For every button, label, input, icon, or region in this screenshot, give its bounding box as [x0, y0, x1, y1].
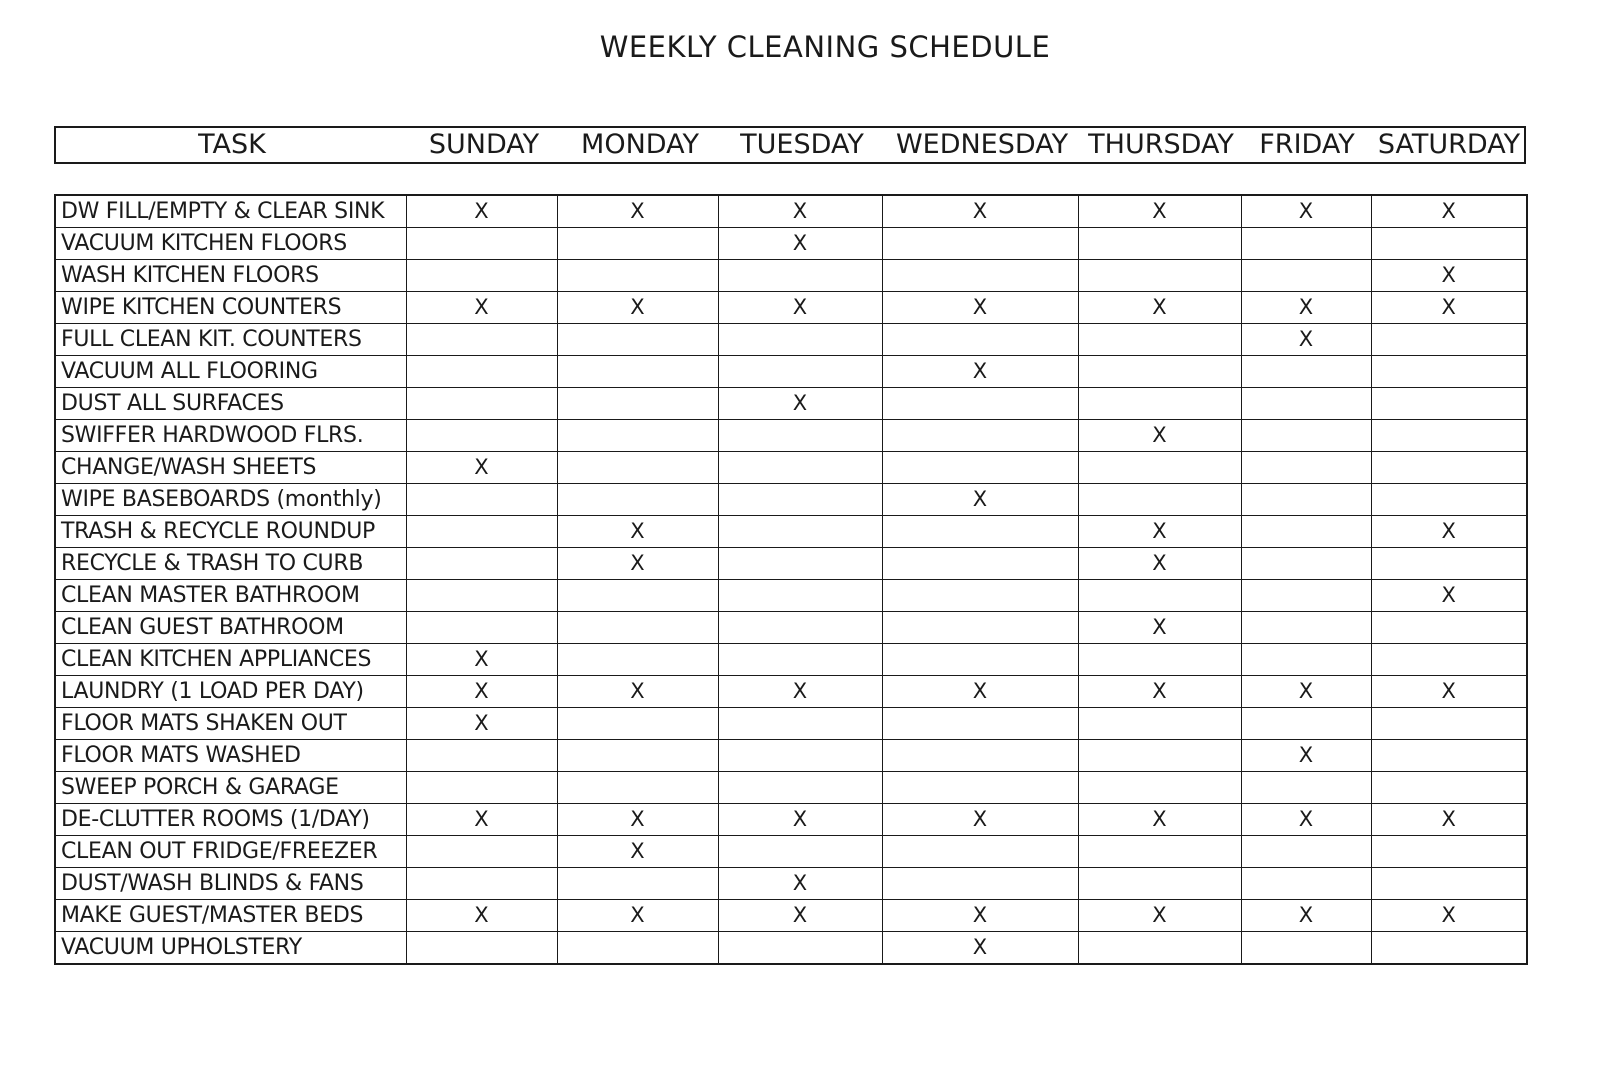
check-cell-monday: [557, 932, 718, 965]
check-cell-monday: [557, 388, 718, 420]
check-cell-wednesday: [882, 260, 1078, 292]
table-row: [55, 868, 1527, 900]
table-row: [55, 612, 1527, 644]
check-cell-sunday: X: [406, 708, 557, 740]
check-cell-saturday: [1371, 420, 1527, 452]
check-cell-tuesday: [718, 836, 882, 868]
column-header-task: TASK: [198, 129, 266, 160]
check-cell-friday: [1241, 452, 1371, 484]
table-row: [55, 324, 1527, 356]
check-cell-thursday: [1078, 228, 1241, 260]
check-cell-thursday: [1078, 356, 1241, 388]
check-cell-friday: X: [1241, 740, 1371, 772]
check-cell-thursday: X: [1078, 292, 1241, 324]
check-cell-saturday: [1371, 452, 1527, 484]
task-name-cell: FULL CLEAN KIT. COUNTERS: [55, 324, 406, 356]
check-cell-monday: [557, 868, 718, 900]
check-cell-thursday: [1078, 388, 1241, 420]
check-cell-sunday: [406, 484, 557, 516]
check-cell-monday: X: [557, 548, 718, 580]
task-name-cell: LAUNDRY (1 LOAD PER DAY): [55, 676, 406, 708]
check-cell-monday: X: [557, 292, 718, 324]
table-row: [55, 548, 1527, 580]
table-row: [55, 452, 1527, 484]
check-cell-friday: [1241, 580, 1371, 612]
check-cell-wednesday: X: [882, 356, 1078, 388]
check-cell-wednesday: [882, 836, 1078, 868]
check-cell-sunday: [406, 868, 557, 900]
check-cell-tuesday: X: [718, 228, 882, 260]
table-row: [55, 932, 1527, 965]
check-cell-monday: X: [557, 195, 718, 228]
check-cell-saturday: [1371, 868, 1527, 900]
check-cell-friday: [1241, 228, 1371, 260]
check-cell-sunday: [406, 228, 557, 260]
check-cell-tuesday: [718, 548, 882, 580]
check-cell-sunday: [406, 388, 557, 420]
check-cell-friday: [1241, 644, 1371, 676]
check-cell-wednesday: [882, 612, 1078, 644]
page-title: WEEKLY CLEANING SCHEDULE: [599, 30, 1051, 64]
check-cell-saturday: X: [1371, 260, 1527, 292]
check-cell-wednesday: X: [882, 900, 1078, 932]
check-cell-tuesday: [718, 484, 882, 516]
task-name-cell: CHANGE/WASH SHEETS: [55, 452, 406, 484]
check-cell-thursday: [1078, 484, 1241, 516]
check-cell-sunday: [406, 548, 557, 580]
check-cell-saturday: [1371, 836, 1527, 868]
check-cell-saturday: [1371, 772, 1527, 804]
check-cell-tuesday: [718, 740, 882, 772]
check-cell-friday: [1241, 868, 1371, 900]
task-name-cell: CLEAN KITCHEN APPLIANCES: [55, 644, 406, 676]
check-cell-sunday: X: [406, 452, 557, 484]
check-cell-friday: [1241, 932, 1371, 965]
check-cell-wednesday: [882, 708, 1078, 740]
check-cell-saturday: [1371, 356, 1527, 388]
task-name-cell: CLEAN MASTER BATHROOM: [55, 580, 406, 612]
check-cell-wednesday: X: [882, 804, 1078, 836]
check-cell-wednesday: X: [882, 195, 1078, 228]
task-name-cell: RECYCLE & TRASH TO CURB: [55, 548, 406, 580]
check-cell-monday: [557, 260, 718, 292]
check-cell-wednesday: [882, 324, 1078, 356]
task-name-cell: WIPE BASEBOARDS (monthly): [55, 484, 406, 516]
check-cell-saturday: [1371, 548, 1527, 580]
task-name-cell: FLOOR MATS SHAKEN OUT: [55, 708, 406, 740]
task-name-cell: SWIFFER HARDWOOD FLRS.: [55, 420, 406, 452]
table-row: [55, 195, 1527, 228]
check-cell-wednesday: [882, 548, 1078, 580]
check-cell-tuesday: [718, 356, 882, 388]
check-cell-wednesday: [882, 740, 1078, 772]
check-cell-monday: [557, 708, 718, 740]
check-cell-tuesday: X: [718, 676, 882, 708]
column-header-bar: [54, 126, 1526, 164]
check-cell-friday: X: [1241, 900, 1371, 932]
check-cell-tuesday: [718, 708, 882, 740]
check-cell-thursday: [1078, 740, 1241, 772]
check-cell-sunday: X: [406, 292, 557, 324]
check-cell-saturday: [1371, 388, 1527, 420]
column-header-sunday: SUNDAY: [428, 129, 540, 160]
check-cell-sunday: [406, 260, 557, 292]
check-cell-sunday: [406, 324, 557, 356]
check-cell-sunday: [406, 580, 557, 612]
task-name-cell: CLEAN OUT FRIDGE/FREEZER: [55, 836, 406, 868]
table-row: [55, 356, 1527, 388]
schedule-table: [54, 194, 1528, 965]
check-cell-tuesday: [718, 612, 882, 644]
column-header-tuesday: TUESDAY: [740, 129, 864, 160]
check-cell-friday: [1241, 708, 1371, 740]
table-row: [55, 260, 1527, 292]
task-name-cell: WIPE KITCHEN COUNTERS: [55, 292, 406, 324]
task-name-cell: WASH KITCHEN FLOORS: [55, 260, 406, 292]
check-cell-thursday: [1078, 772, 1241, 804]
check-cell-monday: [557, 228, 718, 260]
table-row: [55, 388, 1527, 420]
check-cell-monday: [557, 324, 718, 356]
check-cell-sunday: X: [406, 195, 557, 228]
check-cell-tuesday: X: [718, 195, 882, 228]
check-cell-saturday: [1371, 324, 1527, 356]
task-name-cell: SWEEP PORCH & GARAGE: [55, 772, 406, 804]
table-row: [55, 740, 1527, 772]
check-cell-sunday: [406, 836, 557, 868]
check-cell-wednesday: X: [882, 484, 1078, 516]
task-name-cell: DUST/WASH BLINDS & FANS: [55, 868, 406, 900]
check-cell-wednesday: [882, 388, 1078, 420]
check-cell-monday: [557, 612, 718, 644]
check-cell-friday: [1241, 836, 1371, 868]
check-cell-saturday: X: [1371, 900, 1527, 932]
task-name-cell: CLEAN GUEST BATHROOM: [55, 612, 406, 644]
check-cell-monday: [557, 772, 718, 804]
check-cell-thursday: [1078, 644, 1241, 676]
check-cell-wednesday: [882, 644, 1078, 676]
task-name-cell: DE-CLUTTER ROOMS (1/DAY): [55, 804, 406, 836]
check-cell-monday: X: [557, 900, 718, 932]
check-cell-thursday: [1078, 708, 1241, 740]
check-cell-sunday: X: [406, 900, 557, 932]
check-cell-wednesday: [882, 228, 1078, 260]
check-cell-monday: X: [557, 804, 718, 836]
check-cell-thursday: [1078, 836, 1241, 868]
check-cell-thursday: [1078, 260, 1241, 292]
check-cell-sunday: [406, 356, 557, 388]
check-cell-saturday: X: [1371, 804, 1527, 836]
table-row: [55, 900, 1527, 932]
check-cell-friday: X: [1241, 804, 1371, 836]
check-cell-tuesday: [718, 932, 882, 965]
check-cell-tuesday: [718, 420, 882, 452]
check-cell-friday: [1241, 420, 1371, 452]
check-cell-thursday: [1078, 324, 1241, 356]
task-name-cell: VACUUM ALL FLOORING: [55, 356, 406, 388]
check-cell-thursday: [1078, 932, 1241, 965]
check-cell-monday: X: [557, 836, 718, 868]
check-cell-tuesday: X: [718, 292, 882, 324]
check-cell-friday: [1241, 612, 1371, 644]
check-cell-friday: [1241, 516, 1371, 548]
check-cell-saturday: [1371, 932, 1527, 965]
check-cell-tuesday: [718, 452, 882, 484]
table-row: [55, 836, 1527, 868]
table-row: [55, 420, 1527, 452]
check-cell-thursday: X: [1078, 516, 1241, 548]
table-row: [55, 708, 1527, 740]
check-cell-thursday: X: [1078, 548, 1241, 580]
check-cell-friday: [1241, 772, 1371, 804]
check-cell-tuesday: X: [718, 868, 882, 900]
check-cell-friday: X: [1241, 292, 1371, 324]
check-cell-wednesday: [882, 580, 1078, 612]
check-cell-saturday: X: [1371, 676, 1527, 708]
column-header-thursday: THURSDAY: [1088, 129, 1234, 160]
check-cell-monday: [557, 580, 718, 612]
task-name-cell: TRASH & RECYCLE ROUNDUP: [55, 516, 406, 548]
task-name-cell: DUST ALL SURFACES: [55, 388, 406, 420]
check-cell-friday: X: [1241, 324, 1371, 356]
check-cell-monday: X: [557, 516, 718, 548]
check-cell-thursday: [1078, 452, 1241, 484]
check-cell-wednesday: [882, 516, 1078, 548]
check-cell-tuesday: [718, 516, 882, 548]
check-cell-thursday: X: [1078, 900, 1241, 932]
table-row: [55, 644, 1527, 676]
check-cell-monday: [557, 452, 718, 484]
check-cell-wednesday: X: [882, 676, 1078, 708]
check-cell-wednesday: [882, 420, 1078, 452]
check-cell-wednesday: X: [882, 292, 1078, 324]
check-cell-friday: [1241, 260, 1371, 292]
check-cell-tuesday: X: [718, 900, 882, 932]
check-cell-tuesday: [718, 644, 882, 676]
check-cell-friday: [1241, 356, 1371, 388]
check-cell-thursday: [1078, 868, 1241, 900]
check-cell-sunday: [406, 772, 557, 804]
check-cell-friday: X: [1241, 195, 1371, 228]
check-cell-sunday: X: [406, 644, 557, 676]
check-cell-thursday: X: [1078, 676, 1241, 708]
check-cell-tuesday: [718, 324, 882, 356]
check-cell-saturday: X: [1371, 580, 1527, 612]
table-row: [55, 772, 1527, 804]
check-cell-sunday: [406, 612, 557, 644]
check-cell-sunday: [406, 420, 557, 452]
check-cell-monday: [557, 644, 718, 676]
task-name-cell: FLOOR MATS WASHED: [55, 740, 406, 772]
table-row: [55, 292, 1527, 324]
check-cell-saturday: X: [1371, 516, 1527, 548]
check-cell-thursday: X: [1078, 612, 1241, 644]
check-cell-monday: [557, 356, 718, 388]
check-cell-saturday: [1371, 612, 1527, 644]
check-cell-sunday: [406, 516, 557, 548]
check-cell-saturday: [1371, 484, 1527, 516]
check-cell-wednesday: [882, 772, 1078, 804]
column-header-saturday: SATURDAY: [1377, 129, 1521, 160]
check-cell-saturday: [1371, 708, 1527, 740]
column-header-monday: MONDAY: [581, 129, 699, 160]
table-row: [55, 516, 1527, 548]
check-cell-tuesday: X: [718, 388, 882, 420]
check-cell-tuesday: [718, 772, 882, 804]
table-row: [55, 228, 1527, 260]
check-cell-monday: [557, 740, 718, 772]
check-cell-saturday: [1371, 644, 1527, 676]
task-name-cell: DW FILL/EMPTY & CLEAR SINK: [55, 195, 406, 228]
check-cell-wednesday: [882, 868, 1078, 900]
table-row: [55, 676, 1527, 708]
check-cell-thursday: X: [1078, 195, 1241, 228]
check-cell-monday: X: [557, 676, 718, 708]
check-cell-monday: [557, 420, 718, 452]
check-cell-friday: [1241, 484, 1371, 516]
task-name-cell: MAKE GUEST/MASTER BEDS: [55, 900, 406, 932]
check-cell-tuesday: X: [718, 804, 882, 836]
check-cell-friday: X: [1241, 676, 1371, 708]
check-cell-wednesday: X: [882, 932, 1078, 965]
check-cell-thursday: X: [1078, 804, 1241, 836]
check-cell-saturday: [1371, 228, 1527, 260]
task-name-cell: VACUUM UPHOLSTERY: [55, 932, 406, 965]
check-cell-friday: [1241, 388, 1371, 420]
table-row: [55, 580, 1527, 612]
check-cell-thursday: X: [1078, 420, 1241, 452]
check-cell-tuesday: [718, 580, 882, 612]
check-cell-thursday: [1078, 580, 1241, 612]
check-cell-wednesday: [882, 452, 1078, 484]
table-row: [55, 804, 1527, 836]
check-cell-saturday: X: [1371, 195, 1527, 228]
column-header-wednesday: WEDNESDAY: [895, 129, 1069, 160]
check-cell-monday: [557, 484, 718, 516]
check-cell-sunday: [406, 740, 557, 772]
check-cell-friday: [1241, 548, 1371, 580]
check-cell-sunday: X: [406, 804, 557, 836]
task-name-cell: VACUUM KITCHEN FLOORS: [55, 228, 406, 260]
check-cell-saturday: X: [1371, 292, 1527, 324]
check-cell-sunday: X: [406, 676, 557, 708]
check-cell-tuesday: [718, 260, 882, 292]
schedule-table-body: [55, 195, 1527, 964]
check-cell-saturday: [1371, 740, 1527, 772]
column-header-friday: FRIDAY: [1259, 129, 1355, 160]
table-row: [55, 484, 1527, 516]
check-cell-sunday: [406, 932, 557, 965]
